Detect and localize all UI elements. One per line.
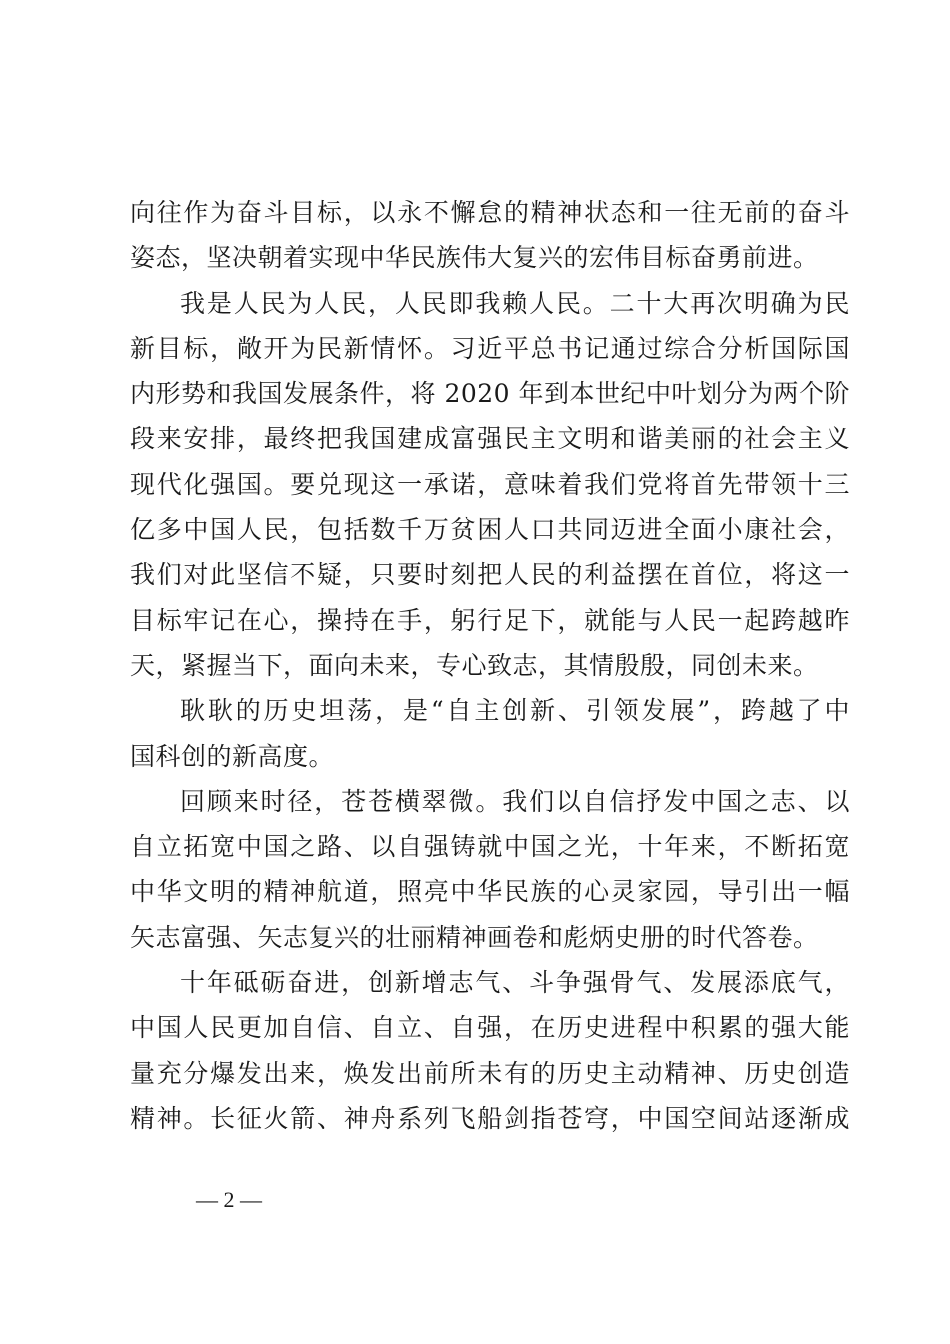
text-line: 耿耿的历史坦荡，是“自主创新、引领发展”，跨越了中 <box>180 696 850 726</box>
text-line: 内形势和我国发展条件，将 2020 年到本世纪中叶划分为两个阶 <box>130 379 851 409</box>
page-number: — 2 — <box>196 1187 262 1212</box>
paragraph-4 <box>130 779 850 960</box>
text-line: 向往作为奋斗目标，以永不懈怠的精神状态和一往无前的奋斗 <box>130 198 850 227</box>
text-line: 十年砥砺奋进，创新增志气、斗争强骨气、发展添底气， <box>180 968 850 998</box>
text-line: 国科创的新高度。 <box>130 741 335 771</box>
text-line: 我们对此坚信不疑，只要时刻把人民的利益摆在首位，将这一 <box>130 560 850 590</box>
text-line: 回顾来时径，苍苍横翠微。我们以自信抒发中国之志、以 <box>180 786 850 816</box>
text-line: 矢志富强、矢志复兴的壮丽精神画卷和彪炳史册的时代答卷。 <box>130 922 819 952</box>
text-line: 天，紧握当下，面向未来，专心致志，其情殷殷，同创未来。 <box>130 650 819 680</box>
document-body <box>130 190 850 1141</box>
text-line: 亿多中国人民，包括数千万贫困人口共同迈进全面小康社会， <box>130 515 850 545</box>
text-line: 中华文明的精神航道，照亮中华民族的心灵家园，导引出一幅 <box>130 877 850 907</box>
text-line: 段来安排，最终把我国建成富强民主文明和谐美丽的社会主义 <box>130 424 850 454</box>
text-line: 我是人民为人民，人民即我赖人民。二十大再次明确为民 <box>180 288 850 318</box>
text-line: 量充分爆发出来，焕发出前所未有的历史主动精神、历史创造 <box>130 1058 850 1088</box>
text-line: 新目标，敞开为民新情怀。习近平总书记通过综合分析国际国 <box>130 333 850 363</box>
text-line: 自立拓宽中国之路、以自强铸就中国之光，十年来，不断拓宽 <box>130 832 850 862</box>
text-line: 姿态，坚决朝着实现中华民族伟大复兴的宏伟目标奋勇前进。 <box>130 243 819 273</box>
paragraph-2 <box>130 281 850 689</box>
paragraph-3 <box>130 688 850 779</box>
text-line: 目标牢记在心，操持在手，躬行足下，就能与人民一起跨越昨 <box>130 605 850 635</box>
paragraph-1 <box>130 190 850 281</box>
text-line: 现代化强国。要兑现这一承诺，意味着我们党将首先带领十三 <box>130 469 850 499</box>
text-line: 精神。长征火箭、神舟系列飞船剑指苍穹，中国空间站逐渐成 <box>130 1103 850 1133</box>
paragraph-5 <box>130 960 850 1141</box>
text-line: 中国人民更加自信、自立、自强，在历史进程中积累的强大能 <box>130 1013 850 1043</box>
